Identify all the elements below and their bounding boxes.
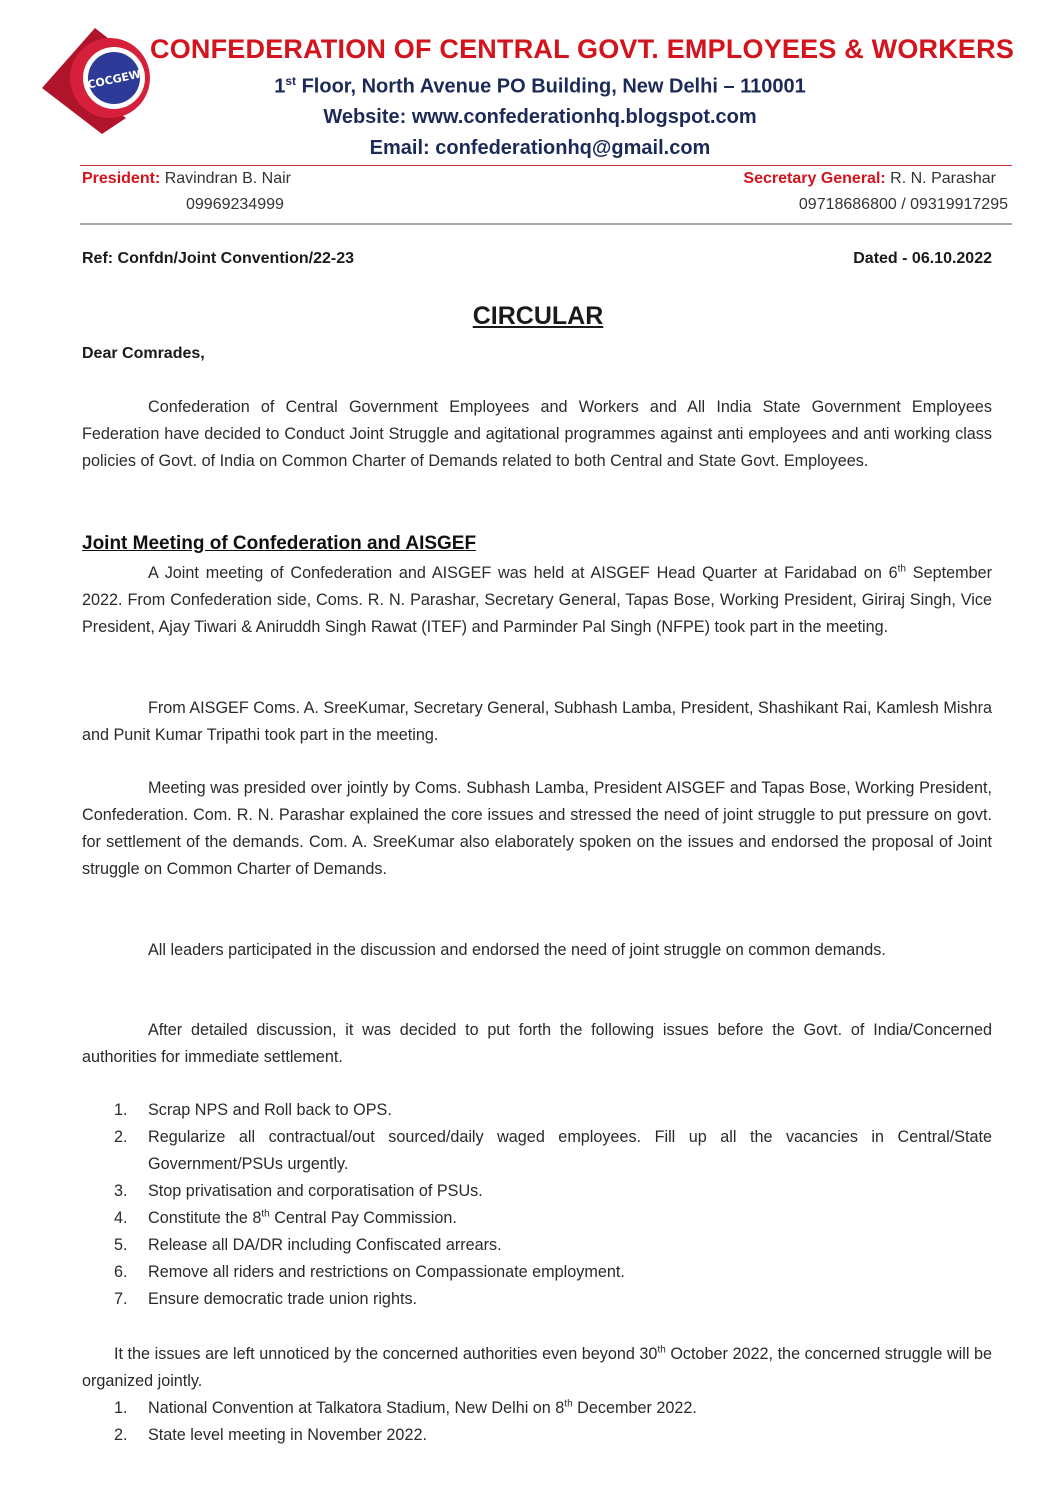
president-phone: 09969234999 xyxy=(186,196,284,213)
meeting-paragraph-3: Meeting was presided over jointly by Coms. Subhash Lamba, President AISGEF and Tapas Bose, Working President, Confederation. Com. R. N. Parashar explained the core issues and stressed the need of joint struggle to put pressure on govt. for settlement of the demands. Com. A. SreeKumar also elaborately spoken on the issues and endorsed the proposal of Joint struggle on Common Charter of Demands. xyxy=(82,779,992,878)
salutation: Dear Comrades, xyxy=(82,345,205,362)
list-item: 7. Ensure democratic trade union rights. xyxy=(114,1290,418,1308)
list-item: 4. Constitute the 8th Central Pay Commission. xyxy=(114,1208,457,1227)
confederation-logo xyxy=(40,26,150,136)
organisation-email: Email: confederationhq@gmail.com xyxy=(369,137,711,159)
demands-list xyxy=(82,1097,992,1313)
logo-text: COCGEW xyxy=(86,67,143,92)
letterhead-divider xyxy=(80,223,1012,225)
list-item: 6. Remove all riders and restrictions on Compassionate employment. xyxy=(114,1263,625,1281)
secretary-general-line: Secretary General: R. N. Parashar xyxy=(743,170,996,187)
meeting-paragraph-5: After detailed discussion, it was decided to put forth the following issues before the Govt. of India/Concerned authorities for immediate settlement. xyxy=(82,1021,992,1066)
intro-paragraph: Confederation of Central Government Employees and Workers and All India State Government Employees Federation have decided to Conduct Joint Struggle and agitational programmes against anti employees and anti working class policies of Govt. of India on Common Charter of Demands related to both Central and State Govt. Employees. xyxy=(82,398,992,470)
meeting-paragraph-4: All leaders participated in the discussion and endorsed the need of joint struggle on common demands. xyxy=(148,941,886,959)
list-item: 2. Regularize all contractual/out sourced/daily waged employees. Fill up all the vacancies in Central/State Government/PSUs urgently. xyxy=(114,1128,992,1173)
organisation-address: 1st Floor, North Avenue PO Building, New Delhi – 110001 xyxy=(274,74,806,98)
president-line: President: Ravindran B. Nair xyxy=(82,170,291,187)
section-heading: Joint Meeting of Confederation and AISGEF xyxy=(82,533,477,554)
list-item: 1. Scrap NPS and Roll back to OPS. xyxy=(114,1101,392,1119)
circular-title: CIRCULAR xyxy=(472,302,604,330)
list-item: 2. State level meeting in November 2022. xyxy=(114,1426,427,1444)
list-item: 5. Release all DA/DR including Confiscated arrears. xyxy=(114,1236,502,1254)
secretary-general-phone: 09718686800 / 09319917295 xyxy=(798,196,1008,213)
circular-date: Dated - 06.10.2022 xyxy=(853,250,992,267)
organisation-website: Website: www.confederationhq.blogspot.com xyxy=(323,106,757,128)
meeting-paragraph-1: A Joint meeting of Confederation and AISGEF was held at AISGEF Head Quarter at Faridabad on 6th September 2022. From Confederation side, Coms. R. N. Parashar, Secretary General, Tapas Bose, Working President, Giriraj Singh, Vice President, Ajay Tiwari & Aniruddh Singh Rawat (ITEF) and Parminder Pal Singh (NFPE) took part in the meeting. xyxy=(82,563,992,636)
programmes-list xyxy=(82,1395,992,1449)
followup-paragraph: It the issues are left unnoticed by the concerned authorities even beyond 30th October 2022, the concerned struggle will be organized jointly. xyxy=(82,1344,992,1390)
list-item: 3. Stop privatisation and corporatisation of PSUs. xyxy=(114,1182,483,1200)
organisation-name: CONFEDERATION OF CENTRAL GOVT. EMPLOYEES & WORKERS xyxy=(150,34,1015,64)
header-divider xyxy=(80,165,1012,166)
reference-number: Ref: Confdn/Joint Convention/22-23 xyxy=(82,250,354,267)
list-item: 1. National Convention at Talkatora Stadium, New Delhi on 8th December 2022. xyxy=(114,1398,697,1417)
meeting-paragraph-2: From AISGEF Coms. A. SreeKumar, Secretary General, Subhash Lamba, President, Shashikant Rai, Kamlesh Mishra and Punit Kumar Tripathi took part in the meeting. xyxy=(82,699,992,744)
